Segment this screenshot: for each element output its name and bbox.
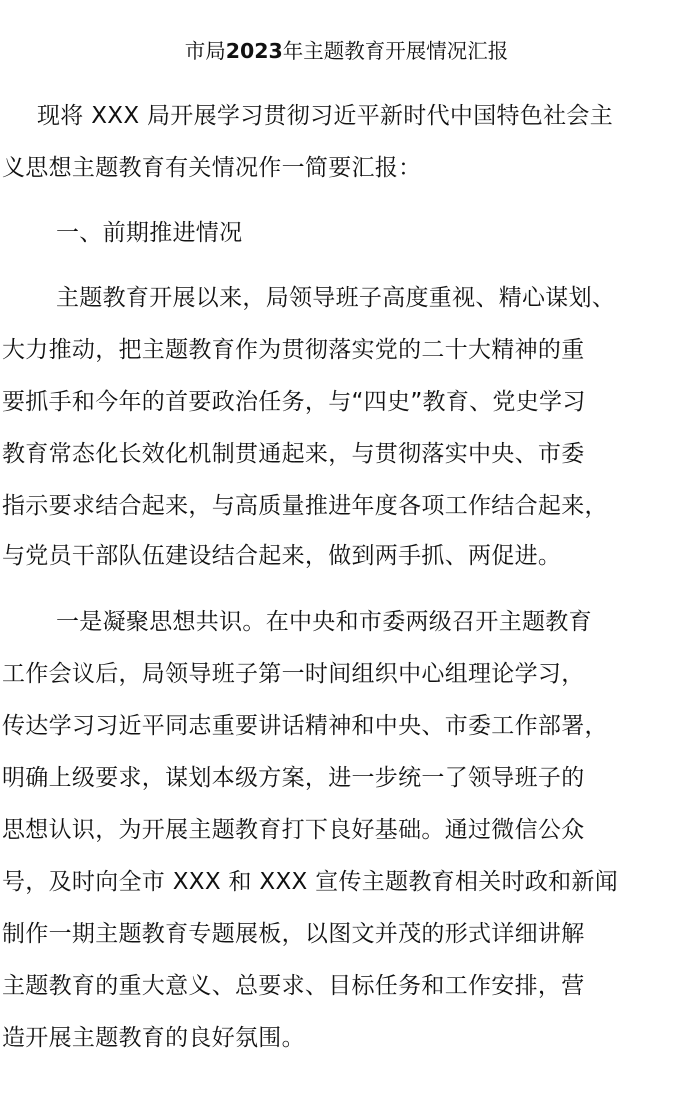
title-prefix: 市局 <box>184 39 226 63</box>
paragraph2-line-8: 主题教育的重大意义、总要求、目标任务和工作安排，营 <box>2 973 585 999</box>
paragraph2-line-7: 制作一期主题教育专题展板，以图文并茂的形式详细讲解 <box>2 921 585 947</box>
paragraph2-line-4: 明确上级要求，谋划本级方案，进一步统一了领导班子的 <box>2 765 585 791</box>
intro-line-2: 义思想主题教育有关情况作一简要汇报： <box>2 155 422 181</box>
paragraph2-line-5: 思想认识，为开展主题教育打下良好基础。通过微信公众 <box>2 817 585 843</box>
paragraph1-line-6: 与党员干部队伍建设结合起来，做到两手抓、两促进。 <box>2 543 562 569</box>
intro-line-1: 现将 XXX 局开展学习贯彻习近平新时代中国特色社会主 <box>37 103 613 129</box>
document-title <box>0 28 693 74</box>
paragraph1-line-4: 教育常态化长效化机制贯通起来，与贯彻落实中央、市委 <box>2 441 585 467</box>
paragraph2-line-6: 号，及时向全市 XXX 和 XXX 宣传主题教育相关时政和新闻 <box>2 869 619 895</box>
paragraph2-line-9: 造开展主题教育的良好氛围。 <box>2 1025 305 1051</box>
paragraph2-line-2: 工作会议后，局领导班子第一时间组织中心组理论学习， <box>2 661 585 687</box>
title-year: 2023 <box>225 39 283 63</box>
paragraph2-line-3: 传达学习习近平同志重要讲话精神和中央、市委工作部署， <box>2 713 608 739</box>
paragraph1-line-1: 主题教育开展以来，局领导班子高度重视、精心谋划、 <box>56 285 616 311</box>
title-suffix: 年主题教育开展情况汇报 <box>282 39 509 63</box>
section-heading: 一、前期推进情况 <box>56 220 243 246</box>
paragraph1-line-3: 要抓手和今年的首要政治任务，与“四史”教育、党史学习 <box>2 389 586 415</box>
paragraph2-line-1: 一是凝聚思想共识。在中央和市委两级召开主题教育 <box>56 609 592 635</box>
paragraph1-line-5: 指示要求结合起来，与高质量推进年度各项工作结合起来， <box>2 493 608 519</box>
paragraph1-line-2: 大力推动，把主题教育作为贯彻落实党的二十大精神的重 <box>2 337 585 363</box>
